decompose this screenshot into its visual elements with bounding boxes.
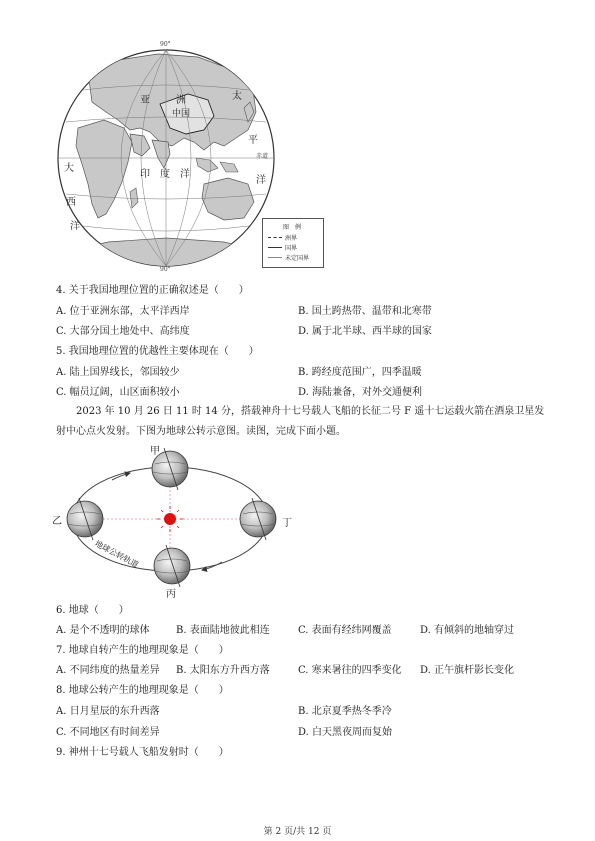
legend-row-continent bbox=[268, 233, 323, 241]
legend-row-undetermined bbox=[268, 253, 323, 261]
q7-option-d[interactable]: D. 正午旗杆影长变化 bbox=[420, 665, 515, 676]
legend-label-national: 国界 bbox=[285, 244, 298, 252]
map-legend bbox=[262, 218, 324, 268]
q4-stem: 4. 关于我国地理位置的正确叙述是（ ） bbox=[56, 285, 249, 296]
q5-option-d[interactable]: D. 海陆兼备，对外交通便利 bbox=[298, 387, 423, 398]
q7-stem: 7. 地球自转产生的地理现象是（ ） bbox=[56, 645, 229, 656]
orbit-diagram bbox=[52, 442, 302, 600]
q4-option-a[interactable]: A. 位于亚洲东部，太平洋西岸 bbox=[56, 306, 190, 317]
intro-paragraph: 2023 年 10 月 26 日 11 时 14 分，搭载神舟十七号载人飞船的长征二号 F 遥十七运载火箭在酒泉卫星发射中心点火发射。下图为地球公转示意图。读图，完成下面小题。 bbox=[56, 406, 545, 437]
map-label-asia-2: 洲 bbox=[176, 95, 186, 106]
q4-option-b[interactable]: B. 国土跨热带、温带和北寒带 bbox=[298, 306, 432, 317]
map-label-atlantic-2: 西 bbox=[66, 197, 76, 208]
q9-stem: 9. 神州十七号载人飞船发射时（ ） bbox=[56, 747, 229, 758]
earth-right-icon bbox=[240, 498, 276, 540]
page-footer: 第 2 页/共 12 页 bbox=[263, 827, 332, 837]
map-label-china: 中国 bbox=[172, 109, 191, 119]
legend-label-continent: 洲界 bbox=[285, 234, 298, 242]
map-label-indian-2: 度 bbox=[160, 169, 170, 180]
earth-bottom-icon bbox=[154, 545, 190, 587]
q4-option-d[interactable]: D. 属于北半球、西半球的国家 bbox=[298, 326, 433, 337]
q6-option-c[interactable]: C. 表面有经纬网覆盖 bbox=[298, 625, 392, 636]
orbit-position-left: 乙 bbox=[52, 516, 62, 527]
orbit-track-label: 地球公转轨道 bbox=[93, 538, 140, 570]
map-label-equator: 赤道 bbox=[256, 153, 269, 160]
q6-stem: 6. 地球（ ） bbox=[56, 605, 129, 616]
q5-option-c[interactable]: C. 幅员辽阔，山区面积较小 bbox=[56, 387, 180, 398]
q7-option-a[interactable]: A. 不同纬度的热量差异 bbox=[56, 665, 160, 676]
q5-option-a[interactable]: A. 陆上国界线长，邻国较少 bbox=[56, 367, 180, 378]
globe-map bbox=[48, 42, 338, 277]
orbit-graphic bbox=[52, 442, 302, 600]
map-label-indian-3: 洋 bbox=[180, 169, 190, 180]
map-label-pacific-3: 洋 bbox=[256, 175, 266, 186]
q7-option-c[interactable]: C. 寒来暑往的四季变化 bbox=[298, 665, 402, 676]
q8-option-b[interactable]: B. 北京夏季热冬季冷 bbox=[298, 706, 392, 717]
national-boundary-icon bbox=[268, 247, 282, 248]
undetermined-boundary-icon bbox=[268, 257, 282, 258]
q6-option-b[interactable]: B. 表面陆地彼此相连 bbox=[176, 625, 270, 636]
orbit-position-top: 甲 bbox=[150, 446, 160, 457]
legend-title: 图 例 bbox=[283, 224, 303, 231]
q5-option-b[interactable]: B. 跨经度范围广，四季温暖 bbox=[298, 367, 422, 378]
legend-label-undetermined: 未定国界 bbox=[285, 254, 310, 262]
orbit-position-bottom: 丙 bbox=[166, 589, 176, 600]
q7-option-b[interactable]: B. 太阳东方升西方落 bbox=[176, 665, 270, 676]
map-label-pacific-2: 平 bbox=[248, 135, 258, 146]
q8-option-a[interactable]: A. 日月星辰的东升西落 bbox=[56, 706, 160, 717]
map-label-atlantic-3: 洋 bbox=[70, 221, 80, 232]
q6-option-d[interactable]: D. 有倾斜的地轴穿过 bbox=[420, 625, 515, 636]
map-bottom-degree: 90° bbox=[160, 266, 171, 273]
q8-option-c[interactable]: C. 不同地区有时间差异 bbox=[56, 727, 160, 738]
map-label-indian-1: 印 bbox=[140, 169, 150, 180]
orbit-position-right: 丁 bbox=[282, 518, 292, 529]
continent-boundary-icon bbox=[268, 237, 282, 238]
q5-stem: 5. 我国地理位置的优越性主要体现在（ ） bbox=[56, 346, 259, 357]
q4-option-c[interactable]: C. 大部分国土地处中、高纬度 bbox=[56, 326, 190, 337]
earth-left-icon bbox=[67, 498, 103, 540]
map-label-pacific-1: 太 bbox=[232, 91, 242, 102]
q8-stem: 8. 地球公转产生的地理现象是（ ） bbox=[56, 685, 229, 696]
q8-option-d[interactable]: D. 白天黑夜周而复始 bbox=[298, 727, 393, 738]
map-label-asia-1: 亚 bbox=[140, 95, 150, 106]
q6-option-a[interactable]: A. 是个不透明的球体 bbox=[56, 625, 150, 636]
map-top-degree: 90° bbox=[160, 41, 171, 48]
map-label-atlantic-1: 大 bbox=[64, 163, 74, 174]
legend-row-national bbox=[268, 243, 323, 251]
